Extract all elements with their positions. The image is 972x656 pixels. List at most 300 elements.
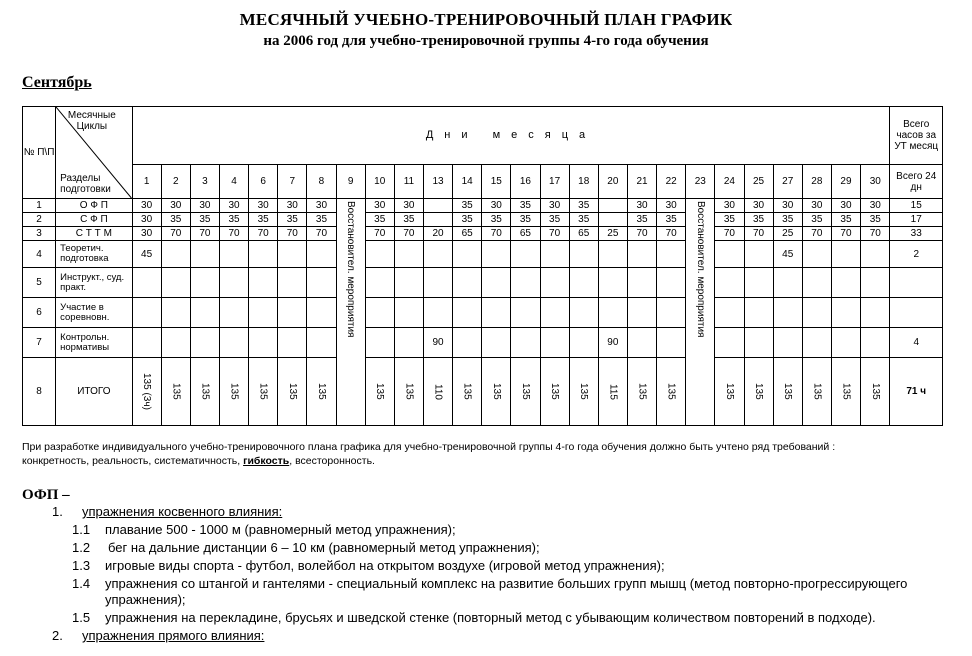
itogo-value: 135 [665,383,677,400]
table-cell [423,199,452,213]
row-number: 5 [23,268,56,298]
table-cell [132,268,161,298]
table-cell: 90 [423,328,452,358]
table-cell: 65 [569,227,598,241]
row-number: 8 [23,358,56,426]
table-cell: 70 [219,227,248,241]
table-cell [831,268,860,298]
sublist-text: упражнения на перекладине, брусьях и шведской стенке (повторный метод с убывающим количеством повторений в подходе). [105,610,876,625]
row-total [890,268,943,298]
row-total: 2 [890,241,943,268]
table-cell: 45 [773,241,802,268]
page-subtitle: на 2006 год для учебно-тренировочной группы 4-го года обучения [263,33,709,49]
itogo-cell [802,358,831,426]
table-cell: 30 [365,199,394,213]
row-label: Инструкт., суд. практ. [56,268,132,298]
table-row [23,328,943,358]
table-cell [219,241,248,268]
row-total: 15 [890,199,943,213]
table-cell: 35 [365,213,394,227]
table-cell [423,241,452,268]
itogo-value: 135 (3ч) [141,373,153,410]
sublist-number: 1.5 [72,610,91,625]
total-subheader: Всего 24 дн [890,165,943,199]
sublist-text: игровые виды спорта - футбол, волейбол на открытом воздухе (игровой метод упражнения); [105,558,665,573]
table-cell: 70 [307,227,336,241]
row-label: С Т Т М [56,227,132,241]
table-cell: 90 [598,328,627,358]
day-number: 29 [831,165,860,199]
table-cell [190,241,219,268]
table-cell: 35 [453,213,482,227]
day-number: 28 [802,165,831,199]
day-number: 10 [365,165,394,199]
row-total: 4 [890,328,943,358]
table-cell [715,328,744,358]
table-cell [657,328,686,358]
table-cell: 35 [569,213,598,227]
itogo-value: 135 [519,383,531,400]
table-cell: 30 [132,213,161,227]
row-number: 2 [23,213,56,227]
itogo-cell [365,358,394,426]
table-cell [423,213,452,227]
table-cell: 70 [190,227,219,241]
table-cell: 35 [657,213,686,227]
table-cell: 35 [861,213,890,227]
day-number: 27 [773,165,802,199]
table-cell: 35 [773,213,802,227]
table-cell [249,298,278,328]
table-cell [540,298,569,328]
itogo-value: 135 [578,383,590,400]
table-cell: 70 [365,227,394,241]
itogo-value: 135 [753,383,765,400]
table-cell [744,298,773,328]
table-cell [278,268,307,298]
table-cell [569,268,598,298]
itogo-value: 135 [257,383,269,400]
itogo-cell [744,358,773,426]
table-cell [453,268,482,298]
table-cell [598,298,627,328]
table-cell [627,298,656,328]
table-cell: 35 [307,213,336,227]
training-plan-table [22,106,943,426]
table-cell: 35 [627,213,656,227]
table-cell: 35 [715,213,744,227]
list-item-number: 2. [52,628,63,643]
table-cell [394,241,423,268]
table-cell: 30 [132,199,161,213]
table-cell: 65 [453,227,482,241]
itogo-total: 71 ч [890,358,943,426]
table-cell [569,328,598,358]
table-cell: 70 [161,227,190,241]
row-total: 33 [890,227,943,241]
table-cell: 35 [278,213,307,227]
table-cell [715,268,744,298]
day-number: 16 [511,165,540,199]
table-cell: 35 [831,213,860,227]
table-cell: 30 [831,199,860,213]
day-numbers-row [23,165,943,199]
table-cell: 30 [861,199,890,213]
table-cell [773,328,802,358]
itogo-cell [831,358,860,426]
itogo-value: 135 [782,383,794,400]
sublist-text: бег на дальние дистанции 6 – 10 км (равномерный метод упражнения); [108,540,540,555]
itogo-value: 135 [461,383,473,400]
table-cell: 30 [744,199,773,213]
sublist-text-continued: упражнения); [105,592,186,607]
itogo-value: 135 [286,383,298,400]
table-cell [161,241,190,268]
table-cell [482,268,511,298]
table-cell: 25 [598,227,627,241]
itogo-value: 135 [549,383,561,400]
itogo-value: 135 [636,383,648,400]
sublist-number: 1.2 [72,540,91,555]
row-label: С Ф П [56,213,132,227]
table-cell [482,298,511,328]
note-line1: При разработке индивидуального учебно-тренировочного плана графика для учебно-тренировочной группы 4-го года обучения должно быть учтено ряд требований : [22,441,836,453]
table-cell [307,241,336,268]
itogo-cell [861,358,890,426]
row-number: 3 [23,227,56,241]
itogo-cell [482,358,511,426]
table-cell [190,268,219,298]
table-cell [598,213,627,227]
row-total: 17 [890,213,943,227]
table-cell: 30 [249,199,278,213]
table-row [23,298,943,328]
day-number: 6 [249,165,278,199]
itogo-value: 115 [607,383,619,400]
table-cell: 30 [715,199,744,213]
table-cell [540,241,569,268]
table-cell [831,298,860,328]
table-cell [744,241,773,268]
table-cell: 35 [249,213,278,227]
table-cell: 30 [773,199,802,213]
table-cell: 30 [657,199,686,213]
table-cell: 30 [190,199,219,213]
table-cell: 25 [773,227,802,241]
itogo-cell [453,358,482,426]
itogo-row [23,358,943,426]
table-cell: 30 [307,199,336,213]
itogo-value: 135 [840,383,852,400]
table-cell: 20 [423,227,452,241]
day-number: 21 [627,165,656,199]
table-cell: 35 [802,213,831,227]
table-cell [627,268,656,298]
table-cell: 70 [627,227,656,241]
table-cell: 70 [278,227,307,241]
day-number: 8 [307,165,336,199]
table-cell [161,268,190,298]
table-cell [861,268,890,298]
row-label: Контрольн. нормативы [56,328,132,358]
row-label: Участие в соревновн. [56,298,132,328]
ofp-heading: ОФП – [22,487,70,503]
table-cell [627,328,656,358]
table-cell [657,298,686,328]
table-cell: 70 [657,227,686,241]
table-cell [482,241,511,268]
table-cell [161,298,190,328]
table-cell [744,328,773,358]
itogo-value: 135 [811,383,823,400]
day-number: 20 [598,165,627,199]
day-number: 9 [336,165,365,199]
table-cell [802,241,831,268]
row-number: 7 [23,328,56,358]
itogo-value: 135 [228,383,240,400]
itogo-value: 110 [432,383,444,400]
recovery-label: Восстановител. мероприятия [345,201,357,338]
table-cell: 35 [453,199,482,213]
sublist-number: 1.3 [72,558,91,573]
table-cell: 70 [482,227,511,241]
table-row [23,213,943,227]
itogo-value: 135 [170,383,182,400]
table-cell: 70 [249,227,278,241]
day-number: 15 [482,165,511,199]
itogo-cell [249,358,278,426]
table-cell [161,328,190,358]
itogo-cell [190,358,219,426]
recovery-label: Восстановител. мероприятия [694,201,706,338]
month-heading: Сентябрь [22,74,92,91]
sublist-text: упражнения со штангой и гантелями - специальный комплекс на развитие больших групп мышц (метод повторно-прогрессирующего [105,576,908,591]
day-number: 13 [423,165,452,199]
table-cell [307,328,336,358]
table-cell: 35 [394,213,423,227]
table-cell [861,298,890,328]
table-cell [394,298,423,328]
itogo-cell [423,358,452,426]
table-cell [744,268,773,298]
table-cell [190,328,219,358]
table-cell: 65 [511,227,540,241]
itogo-cell [715,358,744,426]
table-cell: 30 [278,199,307,213]
itogo-cell [307,358,336,426]
day-number: 30 [861,165,890,199]
day-number: 24 [715,165,744,199]
table-cell [540,328,569,358]
days-header: Дни месяца [132,107,890,165]
table-cell: 30 [482,199,511,213]
diagonal-header [56,107,132,199]
table-cell [511,298,540,328]
table-cell [657,241,686,268]
list-item-text: упражнения косвенного влияния: [82,504,283,519]
day-number: 1 [132,165,161,199]
table-cell [569,298,598,328]
itogo-value: 135 [374,383,386,400]
itogo-cell [278,358,307,426]
table-cell: 35 [161,213,190,227]
table-cell [598,199,627,213]
table-cell [219,268,248,298]
table-cell [453,328,482,358]
table-cell: 30 [132,227,161,241]
table-cell [511,328,540,358]
table-cell: 30 [394,199,423,213]
table-cell: 30 [219,199,248,213]
itogo-value: 135 [403,383,415,400]
table-cell [802,268,831,298]
day-number: 2 [161,165,190,199]
note-bold-word: гибкость [243,455,290,467]
table-cell [249,328,278,358]
table-cell [831,328,860,358]
day-number: 4 [219,165,248,199]
table-cell [394,328,423,358]
table-row [23,241,943,268]
list-item-number: 1. [52,504,63,519]
table-cell [307,298,336,328]
recovery-column [336,199,365,426]
row-label: Теоретич. подготовка [56,241,132,268]
table-cell: 30 [540,199,569,213]
table-cell [453,241,482,268]
day-number: 25 [744,165,773,199]
itogo-value: 135 [723,383,735,400]
table-cell [540,268,569,298]
table-cell [861,328,890,358]
table-cell [249,268,278,298]
table-cell [657,268,686,298]
row-number: 1 [23,199,56,213]
requirements-note [22,440,952,468]
table-cell [598,241,627,268]
table-cell [249,241,278,268]
table-cell: 35 [511,213,540,227]
itogo-value: 135 [199,383,211,400]
table-cell [190,298,219,328]
itogo-value: 135 [315,383,327,400]
itogo-label: ИТОГО [56,358,132,426]
day-number: 22 [657,165,686,199]
table-cell [627,241,656,268]
table-cell [307,268,336,298]
table-cell [773,268,802,298]
table-cell: 30 [627,199,656,213]
table-header-row [23,107,943,165]
table-cell [278,298,307,328]
table-cell: 45 [132,241,161,268]
table-cell [715,298,744,328]
table-row [23,227,943,241]
diag-top-label: Месячные Циклы [67,110,116,132]
row-number: 4 [23,241,56,268]
itogo-cell [569,358,598,426]
table-cell: 70 [861,227,890,241]
table-cell: 35 [744,213,773,227]
table-cell [132,298,161,328]
table-cell [423,298,452,328]
table-cell [278,241,307,268]
day-number: 17 [540,165,569,199]
row-number: 6 [23,298,56,328]
table-cell [365,241,394,268]
row-label: О Ф П [56,199,132,213]
table-cell: 30 [161,199,190,213]
page-title: МЕСЯЧНЫЙ УЧЕБНО-ТРЕНИРОВОЧНЫЙ ПЛАН ГРАФИК [239,10,733,29]
sublist-number: 1.4 [72,576,91,591]
day-number: 18 [569,165,598,199]
table-cell [423,268,452,298]
table-cell [802,298,831,328]
table-cell: 35 [540,213,569,227]
itogo-cell [132,358,161,426]
itogo-cell [511,358,540,426]
itogo-cell [219,358,248,426]
itogo-value: 135 [869,383,881,400]
itogo-value: 135 [490,383,502,400]
table-cell [715,241,744,268]
table-cell [365,328,394,358]
note-line2: конкретность, реальность, систематичность, [22,455,244,467]
itogo-cell [773,358,802,426]
recovery-column [686,199,715,426]
day-number: 11 [394,165,423,199]
table-cell [278,328,307,358]
table-cell: 35 [511,199,540,213]
diag-bottom-label: Разделы подготовки [60,173,111,195]
table-row [23,199,943,213]
table-cell [482,328,511,358]
table-cell: 70 [802,227,831,241]
table-cell [861,241,890,268]
total-header: Всего часов за УТ месяц [890,107,943,165]
day-number: 3 [190,165,219,199]
table-cell: 35 [219,213,248,227]
table-row [23,268,943,298]
table-cell [365,268,394,298]
table-cell [219,328,248,358]
itogo-cell [657,358,686,426]
table-cell [132,328,161,358]
itogo-cell [627,358,656,426]
note-line2-end: , всесторонность. [289,455,375,467]
row-total [890,298,943,328]
sublist-number: 1.1 [72,522,91,537]
table-cell [365,298,394,328]
itogo-cell [161,358,190,426]
day-number: 23 [686,165,715,199]
table-cell [831,241,860,268]
itogo-cell [540,358,569,426]
table-cell [394,268,423,298]
table-cell: 35 [482,213,511,227]
sublist-text: плавание 500 - 1000 м (равномерный метод упражнения); [105,522,456,537]
table-cell [453,298,482,328]
table-cell: 30 [802,199,831,213]
list-item-text: упражнения прямого влияния: [82,628,265,643]
day-number: 7 [278,165,307,199]
table-cell: 35 [190,213,219,227]
itogo-cell [598,358,627,426]
table-cell [773,298,802,328]
table-cell: 70 [715,227,744,241]
table-cell: 35 [569,199,598,213]
table-cell [569,241,598,268]
